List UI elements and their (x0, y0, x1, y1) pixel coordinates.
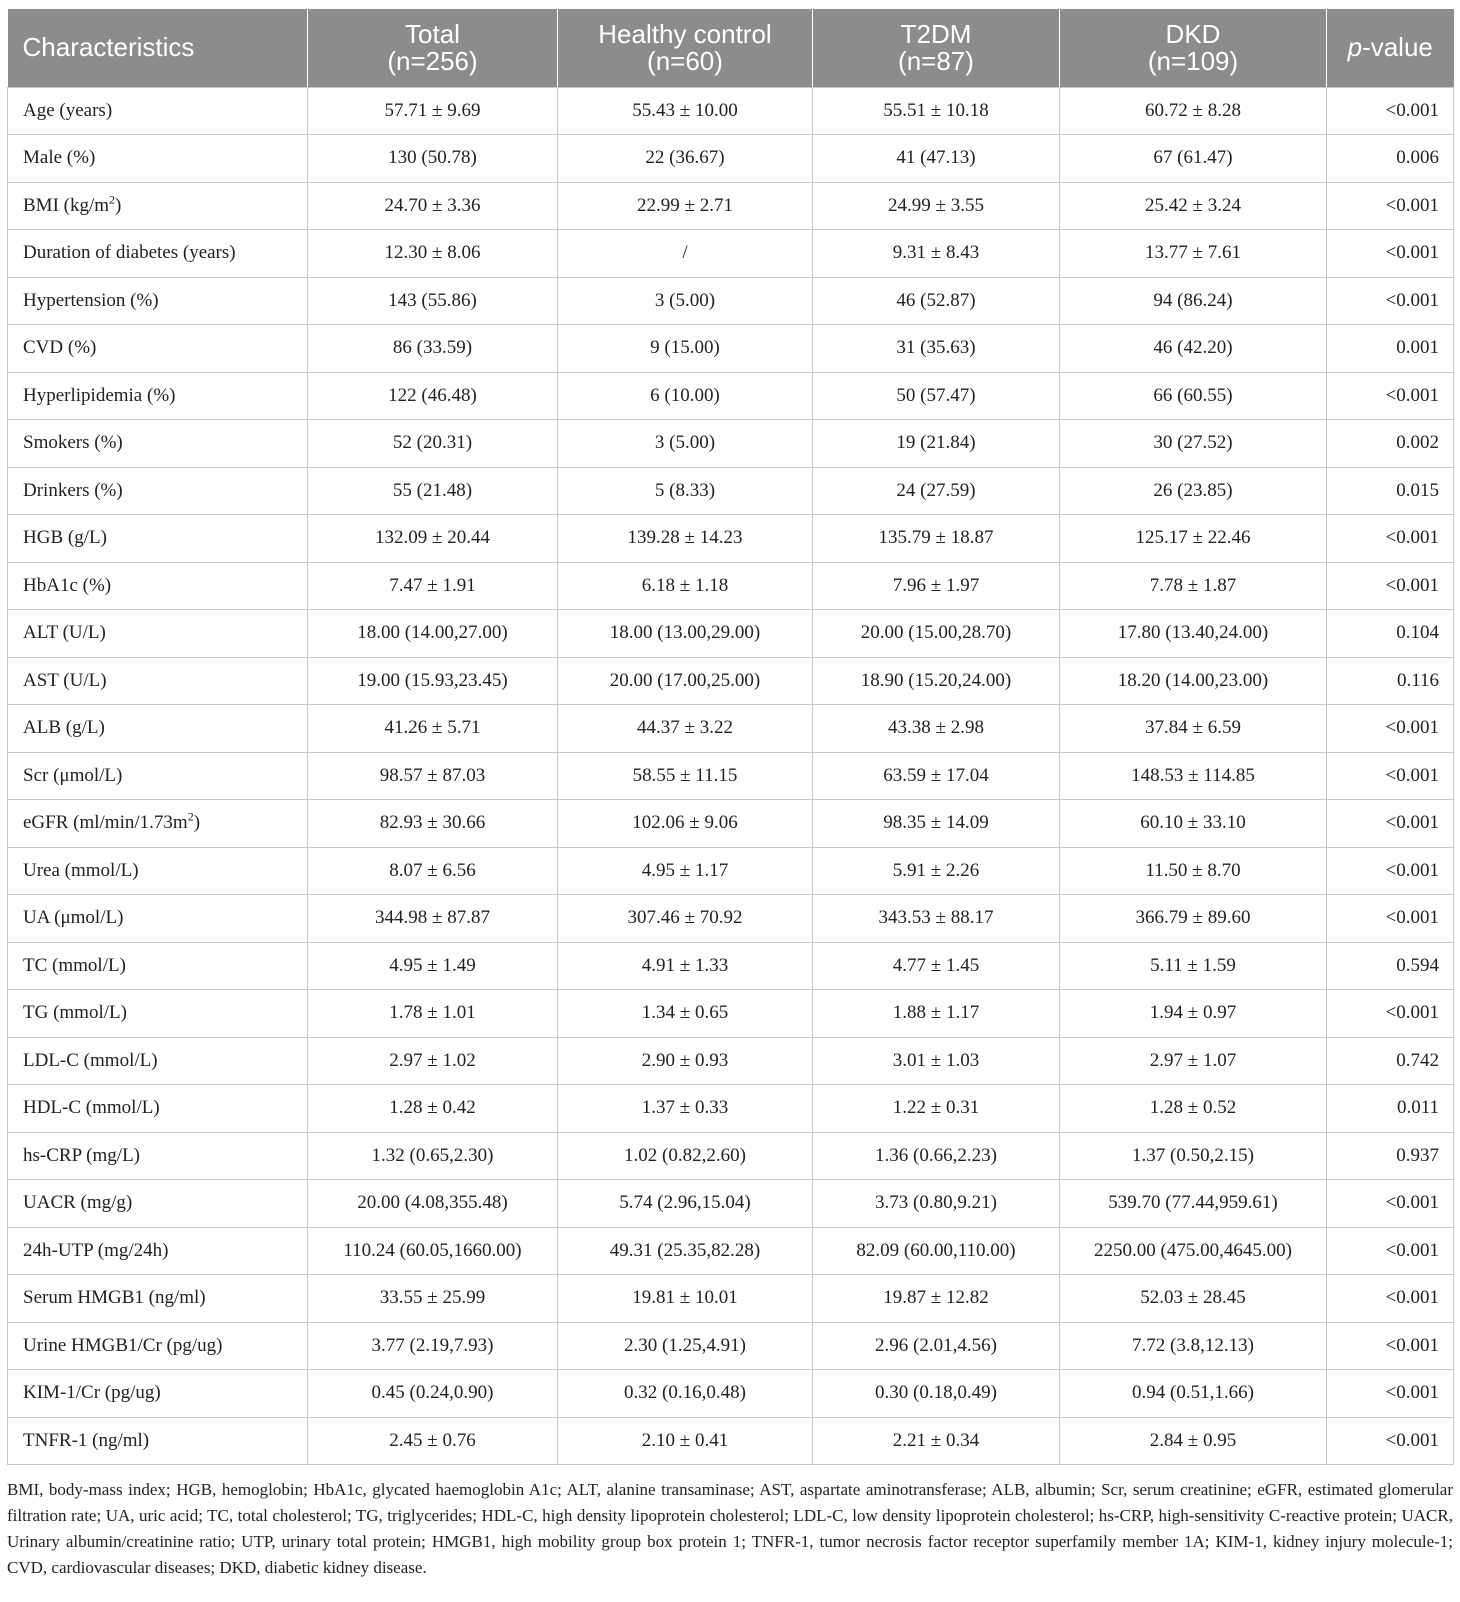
total-cell: 2.97 ± 1.02 (308, 1037, 558, 1085)
characteristic-label: HDL-C (mmol/L) (8, 1085, 308, 1133)
total-cell: 19.00 (15.93,23.45) (308, 657, 558, 705)
label-text: eGFR (ml/min/1.73m (23, 812, 188, 834)
healthy-control-cell: 0.32 (0.16,0.48) (558, 1370, 813, 1418)
healthy-control-cell: 9 (15.00) (558, 325, 813, 373)
dkd-cell: 13.77 ± 7.61 (1060, 230, 1327, 278)
characteristic-label: hs-CRP (mg/L) (8, 1132, 308, 1180)
header-total-name: Total (405, 18, 460, 49)
total-cell: 132.09 ± 20.44 (308, 515, 558, 563)
healthy-control-cell: 19.81 ± 10.01 (558, 1275, 813, 1323)
t2dm-cell: 41 (47.13) (813, 135, 1060, 183)
characteristic-label: Male (%) (8, 135, 308, 183)
table-row (8, 705, 1454, 753)
t2dm-cell: 4.77 ± 1.45 (813, 942, 1060, 990)
header-row (8, 9, 1454, 87)
dkd-cell: 66 (60.55) (1060, 372, 1327, 420)
total-cell: 8.07 ± 6.56 (308, 847, 558, 895)
t2dm-cell: 343.53 ± 88.17 (813, 895, 1060, 943)
header-dkd-name: DKD (1165, 18, 1221, 49)
healthy-control-cell: 4.95 ± 1.17 (558, 847, 813, 895)
healthy-control-cell: 58.55 ± 11.15 (558, 752, 813, 800)
total-cell: 1.78 ± 1.01 (308, 990, 558, 1038)
p-value-cell: 0.104 (1327, 610, 1454, 658)
characteristics-table-container (7, 9, 1453, 1465)
total-cell: 1.32 (0.65,2.30) (308, 1132, 558, 1180)
dkd-cell: 60.72 ± 8.28 (1060, 87, 1327, 135)
healthy-control-cell: 55.43 ± 10.00 (558, 87, 813, 135)
t2dm-cell: 2.96 (2.01,4.56) (813, 1322, 1060, 1370)
characteristic-label: Urine HMGB1/Cr (pg/ug) (8, 1322, 308, 1370)
healthy-control-cell: 1.37 ± 0.33 (558, 1085, 813, 1133)
table-row (8, 1227, 1454, 1275)
p-value-cell: <0.001 (1327, 515, 1454, 563)
characteristic-label: HbA1c (%) (8, 562, 308, 610)
characteristic-label: Smokers (%) (8, 420, 308, 468)
dkd-cell: 366.79 ± 89.60 (1060, 895, 1327, 943)
characteristic-label: Urea (mmol/L) (8, 847, 308, 895)
characteristic-label: Age (years) (8, 87, 308, 135)
total-cell: 12.30 ± 8.06 (308, 230, 558, 278)
t2dm-cell: 82.09 (60.00,110.00) (813, 1227, 1060, 1275)
total-cell: 98.57 ± 87.03 (308, 752, 558, 800)
dkd-cell: 37.84 ± 6.59 (1060, 705, 1327, 753)
p-value-cell: 0.594 (1327, 942, 1454, 990)
p-value-cell: 0.001 (1327, 325, 1454, 373)
p-value-cell: 0.002 (1327, 420, 1454, 468)
t2dm-cell: 19.87 ± 12.82 (813, 1275, 1060, 1323)
total-cell: 3.77 (2.19,7.93) (308, 1322, 558, 1370)
total-cell: 24.70 ± 3.36 (308, 182, 558, 230)
table-row (8, 1275, 1454, 1323)
table-row (8, 657, 1454, 705)
header-dkd-n: (n=109) (1147, 45, 1239, 76)
dkd-cell: 67 (61.47) (1060, 135, 1327, 183)
dkd-cell: 11.50 ± 8.70 (1060, 847, 1327, 895)
characteristic-label: TG (mmol/L) (8, 990, 308, 1038)
healthy-control-cell: 2.90 ± 0.93 (558, 1037, 813, 1085)
healthy-control-cell: 44.37 ± 3.22 (558, 705, 813, 753)
t2dm-cell: 1.36 (0.66,2.23) (813, 1132, 1060, 1180)
table-row (8, 800, 1454, 848)
t2dm-cell: 63.59 ± 17.04 (813, 752, 1060, 800)
header-t2dm-name: T2DM (900, 18, 972, 49)
healthy-control-cell: 22 (36.67) (558, 135, 813, 183)
dkd-cell: 18.20 (14.00,23.00) (1060, 657, 1327, 705)
t2dm-cell: 24.99 ± 3.55 (813, 182, 1060, 230)
dkd-cell: 25.42 ± 3.24 (1060, 182, 1327, 230)
p-value-cell: <0.001 (1327, 182, 1454, 230)
table-row (8, 277, 1454, 325)
t2dm-cell: 3.73 (0.80,9.21) (813, 1180, 1060, 1228)
dkd-cell: 52.03 ± 28.45 (1060, 1275, 1327, 1323)
characteristic-label: LDL-C (mmol/L) (8, 1037, 308, 1085)
header-total-n: (n=256) (387, 45, 478, 76)
healthy-control-cell: 2.30 (1.25,4.91) (558, 1322, 813, 1370)
table-row (8, 135, 1454, 183)
p-value-cell: <0.001 (1327, 847, 1454, 895)
characteristic-label: AST (U/L) (8, 657, 308, 705)
table-row (8, 467, 1454, 515)
table-row (8, 1417, 1454, 1465)
t2dm-cell: 5.91 ± 2.26 (813, 847, 1060, 895)
characteristic-label: UA (μmol/L) (8, 895, 308, 943)
table-row (8, 1037, 1454, 1085)
characteristic-label: UACR (mg/g) (8, 1180, 308, 1228)
header-t2dm-n: (n=87) (898, 45, 974, 76)
characteristic-label: KIM-1/Cr (pg/ug) (8, 1370, 308, 1418)
dkd-cell: 2.84 ± 0.95 (1060, 1417, 1327, 1465)
label-superscript: 2 (109, 192, 116, 207)
total-cell: 122 (46.48) (308, 372, 558, 420)
table-row (8, 230, 1454, 278)
characteristic-label: 24h-UTP (mg/24h) (8, 1227, 308, 1275)
label-suffix: ) (115, 194, 122, 216)
header-p-italic: p (1347, 32, 1363, 63)
p-value-cell: <0.001 (1327, 1180, 1454, 1228)
table-row (8, 1180, 1454, 1228)
p-value-cell: <0.001 (1327, 895, 1454, 943)
table-row (8, 562, 1454, 610)
healthy-control-cell: 139.28 ± 14.23 (558, 515, 813, 563)
t2dm-cell: 3.01 ± 1.03 (813, 1037, 1060, 1085)
p-value-cell: <0.001 (1327, 230, 1454, 278)
dkd-cell: 46 (42.20) (1060, 325, 1327, 373)
p-value-cell: 0.742 (1327, 1037, 1454, 1085)
header-healthy-name: Healthy control (598, 18, 772, 49)
p-value-cell: <0.001 (1327, 752, 1454, 800)
t2dm-cell: 55.51 ± 10.18 (813, 87, 1060, 135)
total-cell: 57.71 ± 9.69 (308, 87, 558, 135)
t2dm-cell: 9.31 ± 8.43 (813, 230, 1060, 278)
table-row (8, 1370, 1454, 1418)
dkd-cell: 125.17 ± 22.46 (1060, 515, 1327, 563)
dkd-cell: 94 (86.24) (1060, 277, 1327, 325)
header-healthy-control (558, 9, 813, 87)
total-cell: 7.47 ± 1.91 (308, 562, 558, 610)
characteristic-label: TNFR-1 (ng/ml) (8, 1417, 308, 1465)
characteristic-label (8, 182, 308, 230)
total-cell: 4.95 ± 1.49 (308, 942, 558, 990)
header-characteristics: Characteristics (8, 9, 308, 87)
characteristics-table (7, 9, 1454, 1465)
p-value-cell: <0.001 (1327, 990, 1454, 1038)
dkd-cell: 1.94 ± 0.97 (1060, 990, 1327, 1038)
p-value-cell: <0.001 (1327, 277, 1454, 325)
total-cell: 20.00 (4.08,355.48) (308, 1180, 558, 1228)
healthy-control-cell: 3 (5.00) (558, 277, 813, 325)
t2dm-cell: 18.90 (15.20,24.00) (813, 657, 1060, 705)
table-row (8, 942, 1454, 990)
t2dm-cell: 31 (35.63) (813, 325, 1060, 373)
dkd-cell: 0.94 (0.51,1.66) (1060, 1370, 1327, 1418)
table-row (8, 752, 1454, 800)
p-value-cell: <0.001 (1327, 1275, 1454, 1323)
table-row (8, 1085, 1454, 1133)
table-row (8, 420, 1454, 468)
t2dm-cell: 98.35 ± 14.09 (813, 800, 1060, 848)
healthy-control-cell: 22.99 ± 2.71 (558, 182, 813, 230)
table-row (8, 372, 1454, 420)
table-row (8, 1132, 1454, 1180)
total-cell: 33.55 ± 25.99 (308, 1275, 558, 1323)
total-cell: 55 (21.48) (308, 467, 558, 515)
total-cell: 2.45 ± 0.76 (308, 1417, 558, 1465)
dkd-cell: 1.28 ± 0.52 (1060, 1085, 1327, 1133)
healthy-control-cell: 5.74 (2.96,15.04) (558, 1180, 813, 1228)
healthy-control-cell: 4.91 ± 1.33 (558, 942, 813, 990)
header-dkd (1060, 9, 1327, 87)
healthy-control-cell: 20.00 (17.00,25.00) (558, 657, 813, 705)
label-suffix: ) (193, 812, 201, 834)
header-p-value (1327, 9, 1454, 87)
t2dm-cell: 135.79 ± 18.87 (813, 515, 1060, 563)
t2dm-cell: 46 (52.87) (813, 277, 1060, 325)
t2dm-cell: 2.21 ± 0.34 (813, 1417, 1060, 1465)
table-row (8, 847, 1454, 895)
dkd-cell: 30 (27.52) (1060, 420, 1327, 468)
table-header (8, 9, 1454, 87)
characteristic-label: Hypertension (%) (8, 277, 308, 325)
healthy-control-cell: 3 (5.00) (558, 420, 813, 468)
table-row (8, 990, 1454, 1038)
total-cell: 143 (55.86) (308, 277, 558, 325)
p-value-cell: <0.001 (1327, 705, 1454, 753)
total-cell: 0.45 (0.24,0.90) (308, 1370, 558, 1418)
header-t2dm (813, 9, 1060, 87)
total-cell: 344.98 ± 87.87 (308, 895, 558, 943)
characteristic-label: Serum HMGB1 (ng/ml) (8, 1275, 308, 1323)
table-footnote: BMI, body-mass index; HGB, hemoglobin; HbA1c, glycated haemoglobin A1c; ALT, alanine transaminase; AST, aspartate aminotransferase; ALB, albumin; Scr, serum creatinine; eGFR, estimated glomerular filtration rate; UA, uric acid; TC, total cholesterol; TG, triglycerides; HDL-C, high density lipoprotein cholesterol; LDL-C, low density lipoprotein cholesterol; hs-CRP, high-sensitivity C-reactive protein; UACR, Urinary albumin/creatinine ratio; UTP, urinary total protein; HMGB1, high mobility group box protein 1; TNFR-1, tumor necrosis factor receptor superfamily member 1A; KIM-1, kidney injury molecule-1; CVD, cardiovascular diseases; DKD, diabetic kidney disease. (7, 1480, 1453, 1577)
dkd-cell: 26 (23.85) (1060, 467, 1327, 515)
dkd-cell: 7.78 ± 1.87 (1060, 562, 1327, 610)
dkd-cell: 17.80 (13.40,24.00) (1060, 610, 1327, 658)
t2dm-cell: 7.96 ± 1.97 (813, 562, 1060, 610)
table-row (8, 1322, 1454, 1370)
healthy-control-cell: 49.31 (25.35,82.28) (558, 1227, 813, 1275)
healthy-control-cell: 1.02 (0.82,2.60) (558, 1132, 813, 1180)
header-total (308, 9, 558, 87)
dkd-cell: 1.37 (0.50,2.15) (1060, 1132, 1327, 1180)
table-row (8, 87, 1454, 135)
table-row (8, 610, 1454, 658)
total-cell: 130 (50.78) (308, 135, 558, 183)
dkd-cell: 7.72 (3.8,12.13) (1060, 1322, 1327, 1370)
characteristic-label: Hyperlipidemia (%) (8, 372, 308, 420)
characteristic-label: ALT (U/L) (8, 610, 308, 658)
table-row (8, 895, 1454, 943)
healthy-control-cell: 2.10 ± 0.41 (558, 1417, 813, 1465)
t2dm-cell: 50 (57.47) (813, 372, 1060, 420)
total-cell: 110.24 (60.05,1660.00) (308, 1227, 558, 1275)
healthy-control-cell: 18.00 (13.00,29.00) (558, 610, 813, 658)
dkd-cell: 539.70 (77.44,959.61) (1060, 1180, 1327, 1228)
p-value-cell: <0.001 (1327, 87, 1454, 135)
label-text: BMI (kg/m (23, 194, 110, 216)
p-value-cell: <0.001 (1327, 1370, 1454, 1418)
table-row (8, 325, 1454, 373)
t2dm-cell: 0.30 (0.18,0.49) (813, 1370, 1060, 1418)
t2dm-cell: 1.22 ± 0.31 (813, 1085, 1060, 1133)
t2dm-cell: 1.88 ± 1.17 (813, 990, 1060, 1038)
characteristic-label: TC (mmol/L) (8, 942, 308, 990)
p-value-cell: 0.006 (1327, 135, 1454, 183)
healthy-control-cell: 307.46 ± 70.92 (558, 895, 813, 943)
table-row (8, 182, 1454, 230)
p-value-cell: 0.015 (1327, 467, 1454, 515)
characteristic-label: Duration of diabetes (years) (8, 230, 308, 278)
p-value-cell: <0.001 (1327, 800, 1454, 848)
t2dm-cell: 19 (21.84) (813, 420, 1060, 468)
characteristic-label: CVD (%) (8, 325, 308, 373)
total-cell: 1.28 ± 0.42 (308, 1085, 558, 1133)
characteristic-label: Scr (μmol/L) (8, 752, 308, 800)
total-cell: 82.93 ± 30.66 (308, 800, 558, 848)
header-p-rest: -value (1362, 32, 1433, 63)
dkd-cell: 5.11 ± 1.59 (1060, 942, 1327, 990)
p-value-cell: <0.001 (1327, 1322, 1454, 1370)
table-row (8, 515, 1454, 563)
t2dm-cell: 24 (27.59) (813, 467, 1060, 515)
p-value-cell: <0.001 (1327, 562, 1454, 610)
characteristic-label: Drinkers (%) (8, 467, 308, 515)
p-value-cell: 0.011 (1327, 1085, 1454, 1133)
dkd-cell: 148.53 ± 114.85 (1060, 752, 1327, 800)
table-body (8, 87, 1454, 1465)
healthy-control-cell: 5 (8.33) (558, 467, 813, 515)
dkd-cell: 2250.00 (475.00,4645.00) (1060, 1227, 1327, 1275)
total-cell: 18.00 (14.00,27.00) (308, 610, 558, 658)
healthy-control-cell: 6.18 ± 1.18 (558, 562, 813, 610)
dkd-cell: 2.97 ± 1.07 (1060, 1037, 1327, 1085)
total-cell: 41.26 ± 5.71 (308, 705, 558, 753)
healthy-control-cell: 102.06 ± 9.06 (558, 800, 813, 848)
p-value-cell: <0.001 (1327, 1227, 1454, 1275)
header-healthy-n: (n=60) (647, 45, 723, 76)
healthy-control-cell: 6 (10.00) (558, 372, 813, 420)
characteristic-label: ALB (g/L) (8, 705, 308, 753)
t2dm-cell: 43.38 ± 2.98 (813, 705, 1060, 753)
p-value-cell: <0.001 (1327, 372, 1454, 420)
healthy-control-cell: / (558, 230, 813, 278)
p-value-cell: <0.001 (1327, 1417, 1454, 1465)
t2dm-cell: 20.00 (15.00,28.70) (813, 610, 1060, 658)
p-value-cell: 0.937 (1327, 1132, 1454, 1180)
p-value-cell: 0.116 (1327, 657, 1454, 705)
dkd-cell: 60.10 ± 33.10 (1060, 800, 1327, 848)
characteristic-label: HGB (g/L) (8, 515, 308, 563)
total-cell: 86 (33.59) (308, 325, 558, 373)
healthy-control-cell: 1.34 ± 0.65 (558, 990, 813, 1038)
label-superscript: 2 (187, 809, 194, 824)
characteristic-label (8, 800, 308, 848)
total-cell: 52 (20.31) (308, 420, 558, 468)
